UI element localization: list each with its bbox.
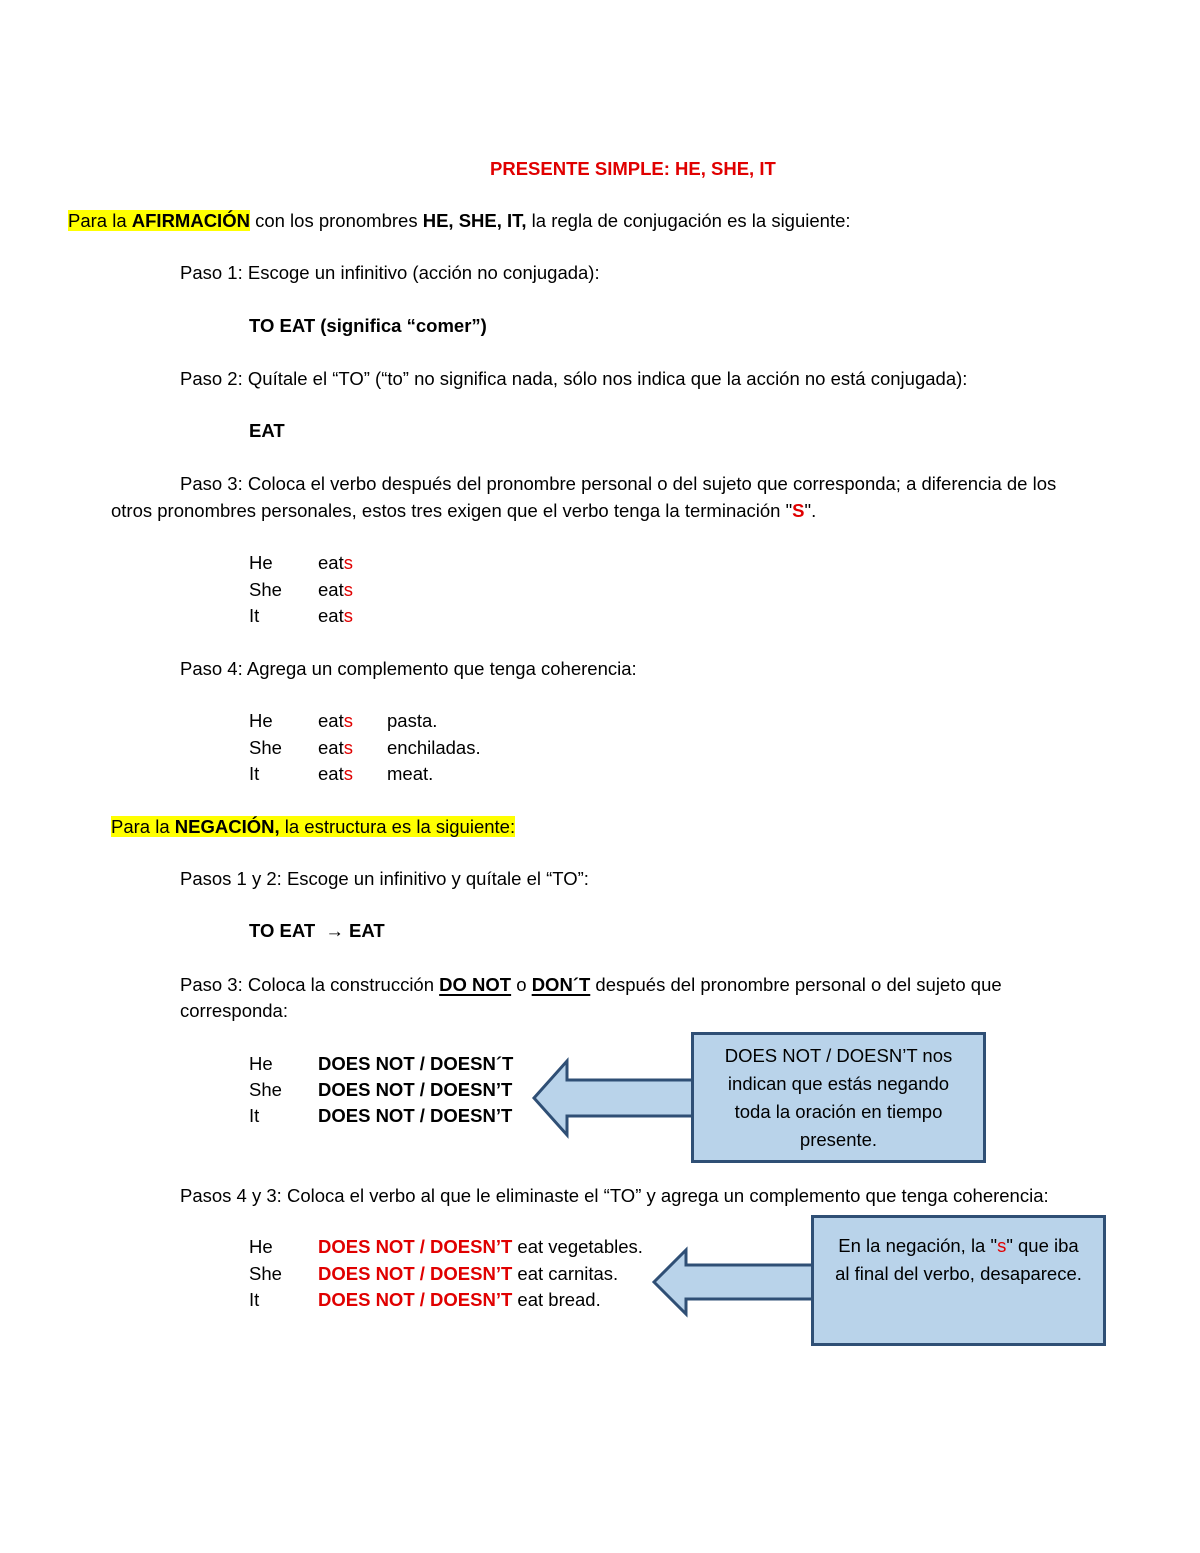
right-arrow-icon: → [325,920,344,941]
pasos12-line: Pasos 1 y 2: Escoge un infinitivo y quítale el “TO”: [180,868,589,889]
afirmacion-intro-highlight: Para la AFIRMACIÓN [68,210,250,231]
callout-s-desaparece: En la negación, la "s" que iba al final del verbo, desaparece. [811,1215,1106,1346]
callout-does-not: DOES NOT / DOESN’T nos indican que estás negando toda la oración en tiempo presente. [691,1032,986,1163]
paso2-line: Paso 2: Quítale el “TO” (“to” no significa nada, sólo nos indica que la acción no está conjugada): [180,368,968,389]
paso4-line: Paso 4: Agrega un complemento que tenga coherencia: [180,658,637,679]
left-arrow-shape [531,1058,701,1138]
neg-paso3-line-1: Paso 3: Coloca la construcción DO NOT o DON´T después del pronombre personal o del sujeto que [180,974,1002,995]
negacion-intro-highlight: Para la NEGACIÓN, la estructura es la siguiente: [111,816,516,837]
paso1-example: TO EAT (significa “comer”) [249,315,487,336]
pasos43-line: Pasos 4 y 3: Coloca el verbo al que le eliminaste el “TO” y agrega un complemento que tenga coherencia: [180,1185,1049,1206]
pasos12-example: TO EAT → EAT [249,920,385,941]
neg-paso3-line-2: corresponda: [180,1000,288,1021]
paso1-line: Paso 1: Escoge un infinitivo (acción no conjugada): [180,262,600,283]
negacion-intro [111,814,515,840]
afirmacion-intro: Para la AFIRMACIÓN con los pronombres HE, SHE, IT, la regla de conjugación es la siguiente: [68,210,851,231]
left-arrow-shape [651,1247,826,1317]
paso3-line-2: otros pronombres personales, estos tres exigen que el verbo tenga la terminación "S". [111,500,817,521]
page-title: PRESENTE SIMPLE: HE, SHE, IT [490,158,776,179]
paso3-line-1: Paso 3: Coloca el verbo después del pronombre personal o del sujeto que corresponda; a diferencia de los [180,473,1057,494]
paso2-example: EAT [249,420,285,441]
